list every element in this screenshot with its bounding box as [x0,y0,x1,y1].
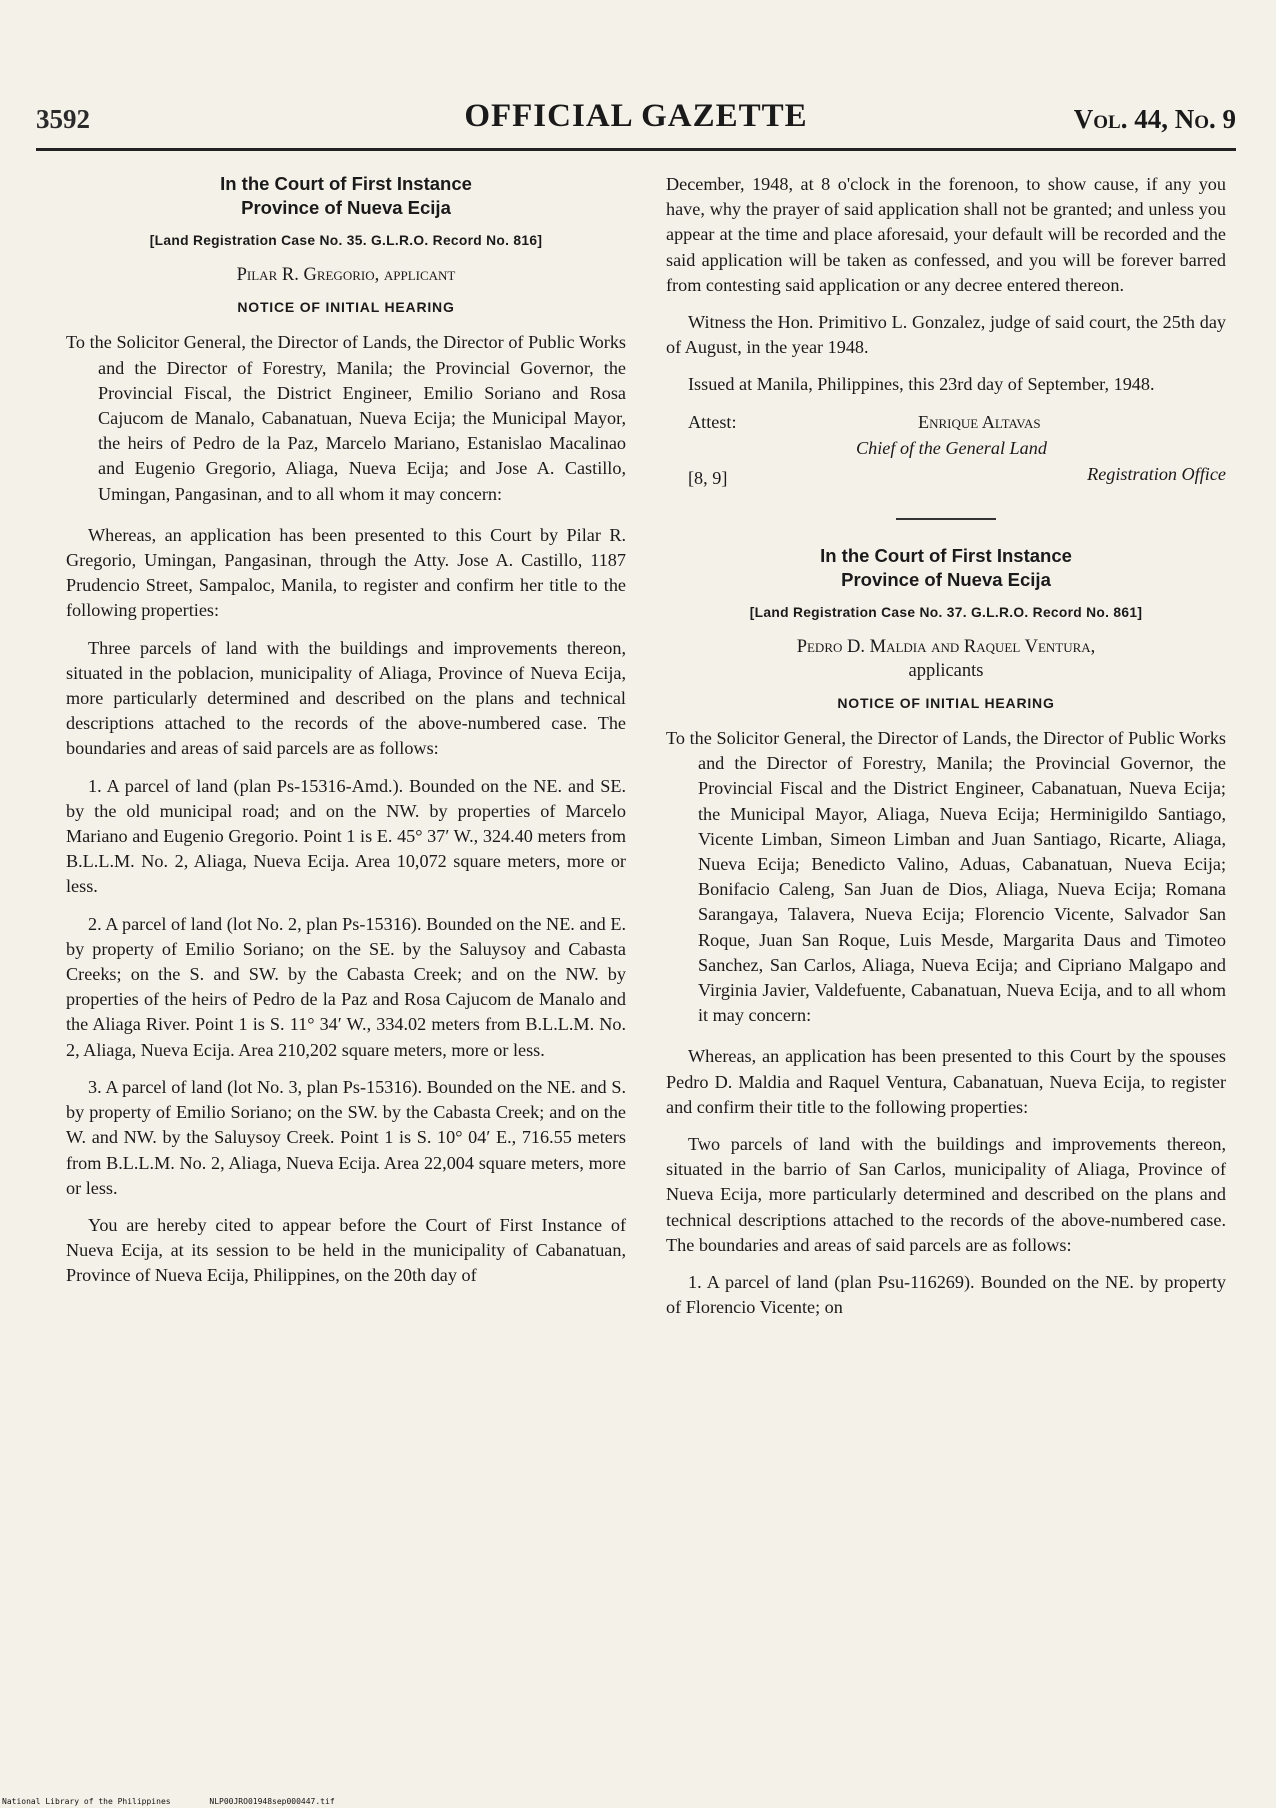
court-name-2: In the Court of First Instance [820,544,1072,566]
header-rule [36,148,1236,151]
court-province-2: Province of Nueva Ecija [841,568,1051,590]
case-reference: [Land Registration Case No. 35. G.L.R.O. Record No. 816] [149,233,543,248]
applicant-line: Pilar R. Gregorio, applicant [236,265,456,286]
page-number: 3592 [36,104,90,134]
parcel-1-paragraph: 1. A parcel of land (plan Ps-15316-Amd.). Bounded on the NE. and SE. by the old municipal road; and on the NW. by properties of Marcelo Mariano and Eugenio Gregorio. Point 1 is E. 45° 37′ W., 324.40 meters from B.L.L.M. No. 2, Aliaga, Nueva Ecija. Area 10,072 square meters, more or less. [66,775,626,897]
signatory-name: Enrique Altavas [918,411,1041,432]
applicants-line [666,635,1226,683]
publication-title: OFFICIAL GAZETTE [464,98,808,134]
library-credit: National Library of the Philippines [2,1797,171,1806]
witness-paragraph: Witness the Hon. Primitivo L. Gonzalez, judge of said court, the 25th day of August, in the year 1948. [666,312,1226,358]
continuation-paragraph: December, 1948, at 8 o'clock in the forenoon, to show cause, if any you have, why the prayer of said application shall not be granted; and unless you appear at the time and place aforesaid, your default will be recorded and the said application will be taken as confessed, and you will be forever barred from contesting said application or any decree entered thereon. [666,174,1226,295]
notice-title-2: NOTICE OF INITIAL HEARING [837,694,1055,711]
applicants-names: Pedro D. Maldia and Raquel Ventura, [796,636,1096,657]
issue-reference: [8, 9] [688,467,728,488]
parcels-intro-paragraph: Three parcels of land with the buildings and improvements thereon, situated in the poblacion, municipality of Aliaga, Province of Nueva Ecija, more particularly determined and described on the plans and technical descriptions attached to the records of the above-numbered case. The boundaries and areas of said parcels are as follows: [66,637,626,759]
court-heading-2 [666,544,1226,592]
volume-number: Vol. 44, No. 9 [1073,104,1236,134]
attestation-block [666,410,1226,500]
page-header [36,98,1236,142]
applicants-label: applicants [908,660,984,681]
court-province: Province of Nueva Ecija [241,197,451,218]
addressees-paragraph: To the Solicitor General, the Director of Lands, the Director of Public Works and the Director of Forestry, Manila; the Provincial Governor, the Provincial Fiscal, the District Engineer, Emilio Soriano and Rosa Cajucom de Manalo, Cabanatuan, Nueva Ecija; the Municipal Mayor, the heirs of Pedro de la Paz, Marcelo Mariano, Estanislao Macalinao and Eugenio Gregorio, Aliaga, Nueva Ecija; and Jose A. Castillo, Umingan, Pangasinan, and to all whom it may concern: [66,332,626,504]
parcels-intro-paragraph-2: Two parcels of land with the buildings and improvements thereon, situated in the barrio of San Carlos, municipality of Aliaga, Province of Nueva Ecija, more particularly determined and described on the plans and technical descriptions attached to the records of the above-numbered case. The boundaries and areas of said parcels are as follows: [666,1134,1226,1255]
parcel-1-paragraph-2: 1. A parcel of land (plan Psu-116269). Bounded on the NE. by property of Florencio Vicente; on [666,1272,1226,1318]
right-column [666,172,1226,1333]
section-separator [896,518,996,520]
parcel-2-paragraph: 2. A parcel of land (lot No. 2, plan Ps-15316). Bounded on the NE. and E. by property of Emilio Soriano; on the SE. by the Saluysoy and Cabasta Creeks; on the S. and SW. by the Cabasta Creek; and on the NW. by properties of the heirs of Pedro de la Paz and Rosa Cajucom de Manalo and the Aliaga River. Point 1 is S. 11° 34′ W., 334.02 meters from B.L.L.M. No. 2, Aliaga, Nueva Ecija. Area 210,202 square meters, more or less. [66,913,626,1060]
signatory-title-line1: Chief of the General Land [856,437,1047,458]
court-name: In the Court of First Instance [220,173,472,194]
addressees-paragraph-2: To the Solicitor General, the Director of Lands, the Director of Public Works and the Director of Forestry, Manila; the Provincial Governor, the Provincial Fiscal and the District Engineer, Cabanatuan, Nueva Ecija; the Municipal Mayor, Aliaga, Nueva Ecija; Herminigildo Santiago, Vicente Limban, Simeon Limban and Juan Santiago, Ricarte, Aliaga, Nueva Ecija; Benedicto Valino, Aduas, Cabanatuan, Nueva Ecija; Bonifacio Caleng, San Juan de Dios, Aliaga, Nueva Ecija; Romana Sarangaya, Talavera, Nueva Ecija; Florencio Vicente, Salvador San Roque, Juan San Roque, Luis Mesde, Margarita Daus and Timoteo Sanchez, San Carlos, Aliaga, Nueva Ecija; and Cipriano Malgapo and Virginia Javier, Valdefuente, Cabanatuan, Nueva Ecija, and to all whom it may concern: [666,728,1226,1026]
left-column [66,172,626,1301]
case-reference-2: [Land Registration Case No. 37. G.L.R.O. Record No. 861] [749,604,1143,620]
scan-filename: NLP00JRO01948sep000447.tif [209,1797,335,1806]
whereas-paragraph-2: Whereas, an application has been presented to this Court by the spouses Pedro D. Maldia and Raquel Ventura, Cabanatuan, Nueva Ecija, to register and confirm their title to the following properties: [666,1046,1226,1117]
parcel-3-paragraph: 3. A parcel of land (lot No. 3, plan Ps-15316). Bounded on the NE. and S. by property of Emilio Soriano; on the SW. by the Cabasta Creek; and on the W. and NW. by the Saluysoy Creek. Point 1 is S. 10° 04′ E., 716.55 meters from B.L.L.M. No. 2, Aliaga, Nueva Ecija. Area 22,004 square meters, more or less. [66,1076,626,1198]
signatory-title-line2: Registration Office [1087,463,1226,484]
court-heading [66,172,626,220]
notice-title: NOTICE OF INITIAL HEARING [237,299,455,316]
scan-footer [2,1797,369,1806]
attest-label: Attest: [688,411,737,432]
whereas-paragraph: Whereas, an application has been presented to this Court by Pilar R. Gregorio, Umingan, Pangasinan, through the Atty. Jose A. Castillo, 1187 Prudencio Street, Sampaloc, Manila, to register and confirm her title to the following properties: [66,524,626,621]
issued-paragraph: Issued at Manila, Philippines, this 23rd day of September, 1948. [688,374,1155,395]
citation-paragraph: You are hereby cited to appear before the Court of First Instance of Nueva Ecija, at its session to be held in the municipality of Cabanatuan, Province of Nueva Ecija, Philippines, on the 20th day of [66,1214,626,1286]
